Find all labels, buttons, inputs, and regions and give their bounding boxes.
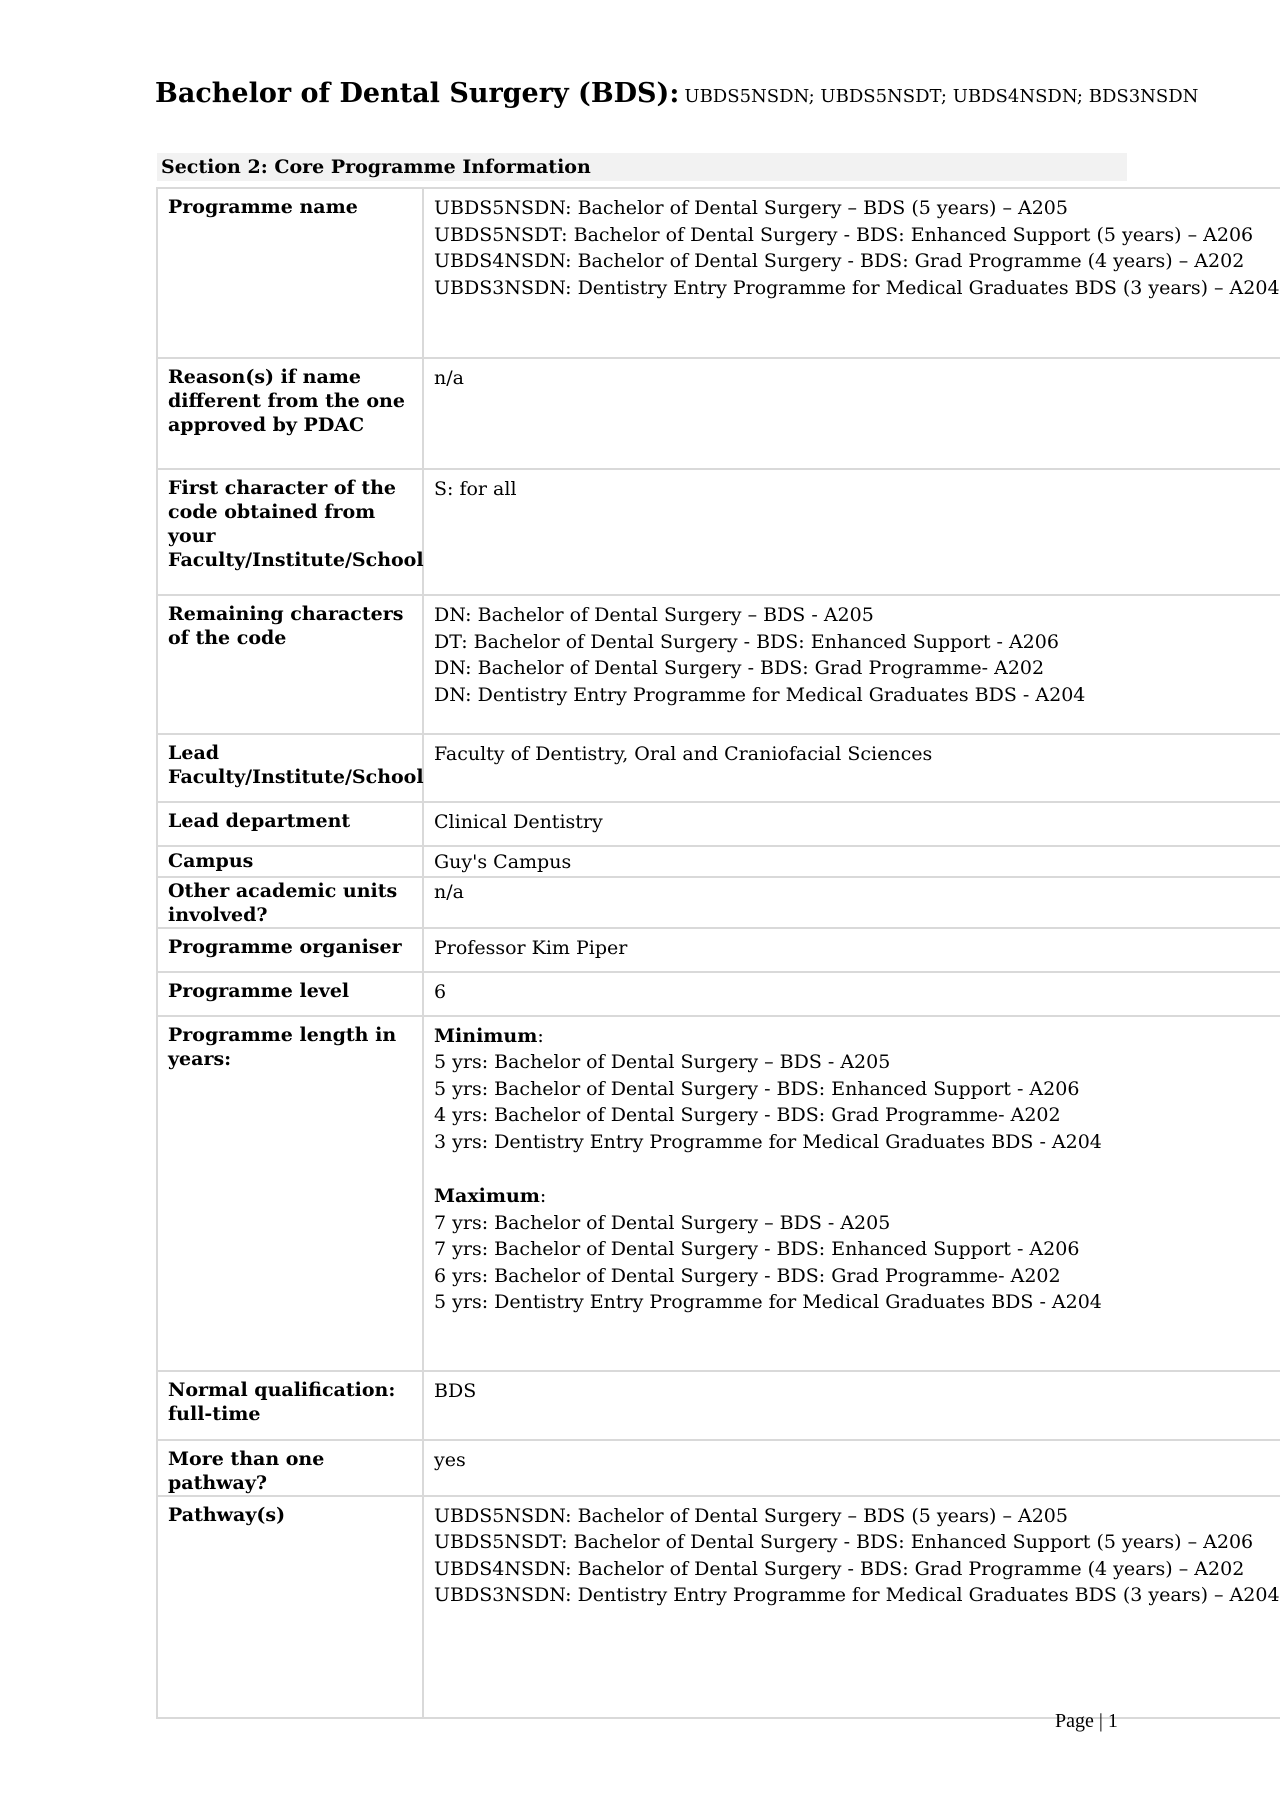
programme-level-value: 6 — [423, 972, 1280, 1016]
remaining-characters-value — [423, 595, 1280, 734]
section-heading: Section 2: Core Programme Information — [157, 153, 1127, 181]
campus-value: Guy's Campus — [423, 846, 1280, 877]
maximum-heading: Maximum — [434, 1185, 540, 1207]
programme-level-label: Programme level — [157, 972, 423, 1016]
core-programme-table — [156, 187, 1280, 1719]
other-units-value: n/a — [423, 877, 1280, 928]
row-programme-organiser — [157, 928, 1280, 972]
length-spacer — [434, 1155, 1270, 1183]
row-more-than-one-pathway — [157, 1440, 1280, 1496]
more-than-one-pathway-label: More than one pathway? — [157, 1440, 423, 1496]
row-campus — [157, 846, 1280, 877]
row-programme-level — [157, 972, 1280, 1016]
remaining-characters-line: DN: Dentistry Entry Programme for Medical Graduates BDS - A204 — [434, 683, 1086, 706]
first-character-label: First character of the code obtained from your Faculty/Institute/School — [157, 469, 423, 595]
normal-qualification-value: BDS — [423, 1371, 1280, 1440]
page-number: Page | 1 — [1055, 1710, 1118, 1732]
pathways-value — [423, 1496, 1280, 1718]
row-first-character — [157, 469, 1280, 595]
programme-name-line: UBDS5NSDN: Bachelor of Dental Surgery – BDS (5 years) – A205 — [434, 197, 1068, 219]
maximum-line: Maximum: — [434, 1185, 547, 1207]
document-title-main: Bachelor of Dental Surgery (BDS): — [155, 78, 680, 109]
row-programme-name — [157, 188, 1280, 358]
remaining-characters-line: DN: Bachelor of Dental Surgery - BDS: Grad Programme- A202 — [434, 657, 1045, 679]
first-character-value: S: for all — [423, 469, 1280, 595]
document-title — [155, 78, 1198, 109]
pathway-line: UBDS3NSDN: Dentistry Entry Programme for Medical Graduates BDS (3 years) – A204 — [434, 1584, 1280, 1606]
programme-name-line: UBDS4NSDN: Bachelor of Dental Surgery - BDS: Grad Programme (4 years) – A202 — [434, 250, 1245, 272]
row-reason-name — [157, 358, 1280, 469]
row-other-units — [157, 877, 1280, 928]
row-programme-length — [157, 1016, 1280, 1371]
pathway-line: UBDS4NSDN: Bachelor of Dental Surgery - BDS: Grad Programme (4 years) – A202 — [434, 1557, 1245, 1580]
row-normal-qualification — [157, 1371, 1280, 1440]
maximum-length-line: 6 yrs: Bachelor of Dental Surgery - BDS: Grad Programme- A202 — [434, 1264, 1061, 1287]
minimum-length-line: 5 yrs: Bachelor of Dental Surgery - BDS: Enhanced Support - A206 — [434, 1077, 1080, 1100]
remaining-characters-line: DN: Bachelor of Dental Surgery – BDS - A205 — [434, 604, 874, 626]
maximum-length-line: 7 yrs: Bachelor of Dental Surgery - BDS: Enhanced Support - A206 — [434, 1238, 1080, 1260]
programme-name-line: UBDS3NSDN: Dentistry Entry Programme for Medical Graduates BDS (3 years) – A204 — [434, 276, 1280, 299]
programme-organiser-value: Professor Kim Piper — [423, 928, 1280, 972]
pathways-label: Pathway(s) — [157, 1496, 423, 1718]
campus-label: Campus — [157, 846, 423, 877]
lead-faculty-value: Faculty of Dentistry, Oral and Craniofacial Sciences — [423, 734, 1280, 802]
pathway-line: UBDS5NSDT: Bachelor of Dental Surgery - BDS: Enhanced Support (5 years) – A206 — [434, 1531, 1254, 1553]
more-than-one-pathway-value: yes — [423, 1440, 1280, 1496]
lead-department-value: Clinical Dentistry — [423, 802, 1280, 846]
reason-name-label: Reason(s) if name different from the one approved by PDAC — [157, 358, 423, 469]
row-lead-department — [157, 802, 1280, 846]
minimum-length-line: 4 yrs: Bachelor of Dental Surgery - BDS: Grad Programme- A202 — [434, 1104, 1061, 1126]
remaining-characters-line: DT: Bachelor of Dental Surgery - BDS: Enhanced Support - A206 — [434, 630, 1059, 653]
programme-name-value — [423, 188, 1280, 358]
lead-faculty-label: Lead Faculty/Institute/School — [157, 734, 423, 802]
row-lead-faculty — [157, 734, 1280, 802]
programme-length-label: Programme length in years: — [157, 1016, 423, 1371]
minimum-heading: Minimum — [434, 1024, 538, 1047]
minimum-line: Minimum: — [434, 1024, 544, 1047]
maximum-length-line: 7 yrs: Bachelor of Dental Surgery – BDS - A205 — [434, 1211, 891, 1234]
other-units-label: Other academic units involved? — [157, 877, 423, 928]
programme-length-value — [423, 1016, 1280, 1371]
lead-department-label: Lead department — [157, 802, 423, 846]
remaining-characters-label: Remaining characters of the code — [157, 595, 423, 734]
row-remaining-characters — [157, 595, 1280, 734]
maximum-length-line: 5 yrs: Dentistry Entry Programme for Medical Graduates BDS - A204 — [434, 1291, 1102, 1313]
normal-qualification-label: Normal qualification: full-time — [157, 1371, 423, 1440]
programme-organiser-label: Programme organiser — [157, 928, 423, 972]
reason-name-value: n/a — [423, 358, 1280, 469]
programme-name-label: Programme name — [157, 188, 423, 358]
minimum-length-line: 3 yrs: Dentistry Entry Programme for Medical Graduates BDS - A204 — [434, 1130, 1102, 1153]
minimum-length-line: 5 yrs: Bachelor of Dental Surgery – BDS - A205 — [434, 1051, 891, 1073]
row-pathways — [157, 1496, 1280, 1718]
pathway-line: UBDS5NSDN: Bachelor of Dental Surgery – BDS (5 years) – A205 — [434, 1504, 1068, 1527]
document-title-codes: UBDS5NSDN; UBDS5NSDT; UBDS4NSDN; BDS3NSDN — [684, 86, 1199, 107]
programme-name-line: UBDS5NSDT: Bachelor of Dental Surgery - BDS: Enhanced Support (5 years) – A206 — [434, 223, 1254, 246]
